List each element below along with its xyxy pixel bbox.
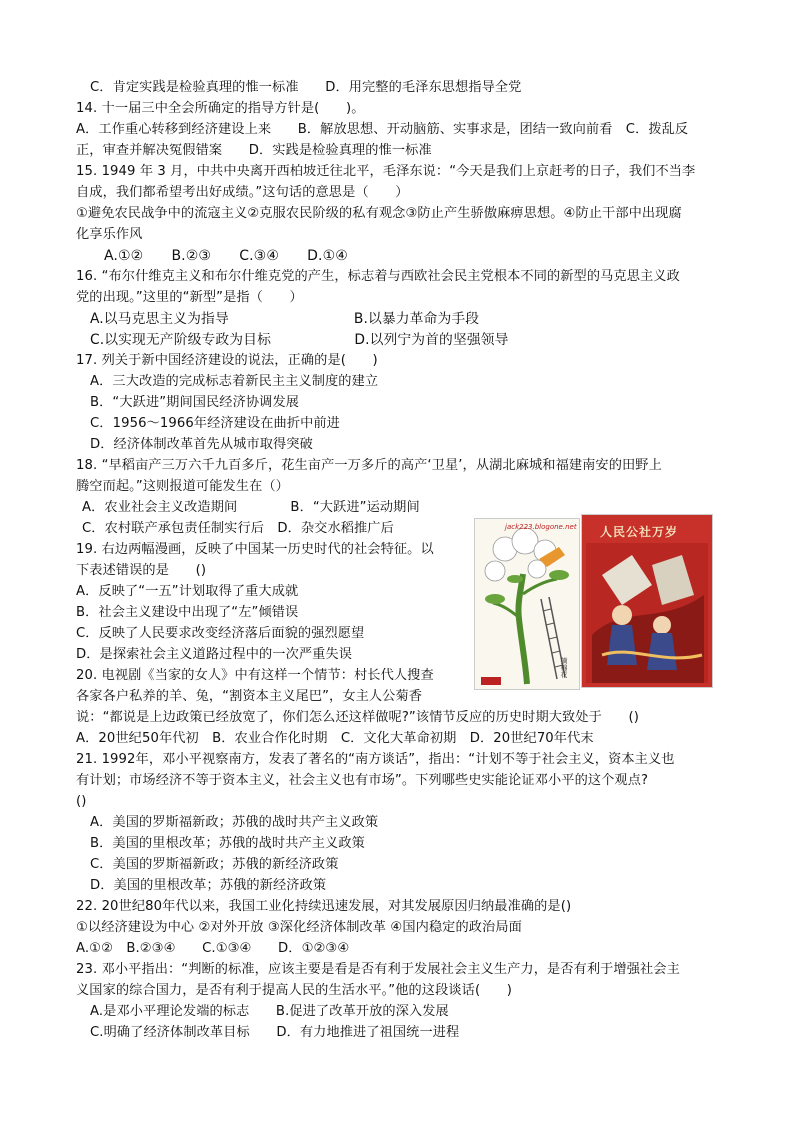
q15-items-line2: 化享乐作风 — [76, 227, 143, 242]
q21-option-d: D．美国的里根改革；苏俄的新经济政策 — [90, 878, 327, 893]
q17-stem: 17. 列关于新中国经济建设的说法，正确的是( ) — [76, 353, 378, 368]
q18-stem-line2: 腾空而起。”这则报道可能发生在（） — [76, 479, 289, 494]
q14-options-line1: A．工作重心转移到经济建设上来 B．解放思想、开动脑筋、实事求是，团结一致向前看 C．拨乱反 — [76, 122, 689, 137]
q17-option-d: D．经济体制改革首先从城市取得突破 — [90, 437, 313, 452]
q15-items-line1: ①避免农民战争中的流寇主义②克服农民阶级的私有观念③防止产生骄傲麻痹思想。④防止干部中出现腐 — [76, 206, 682, 221]
q16-stem-line2: 党的出现。”这里的“新型”是指（ ） — [76, 290, 303, 305]
q20-stem-line3: 说：“都说是上边政策已经放宽了，你们怎么还这样做呢?”该情节反应的历史时期大致处于 () — [76, 710, 639, 725]
q15-stem-line1: 15. 1949 年 3 月，中共中央离开西柏坡迁往北平，毛泽东说：“今天是我们上京赶考的日子，我们不当李 — [76, 164, 696, 179]
q17-option-a: A．三大改造的完成标志着新民主主义制度的建立 — [90, 374, 379, 389]
q18-stem-line1: 18. “早稻亩产三万六千九百多斤，花生亩产一万多斤的高产‘卫星’，从湖北麻城和福建南安的田野上 — [76, 458, 662, 473]
q19-option-a: A．反映了“一五”计划取得了重大成就 — [76, 584, 299, 599]
q20-options: A．20世纪50年代初 B．农业合作化时期 C．文化大革命初期 D．20世纪70年代末 — [76, 731, 594, 746]
poster-illustration — [582, 515, 712, 687]
poster-people-commune — [581, 514, 713, 688]
poster-title: 人民公社万岁 — [600, 525, 679, 539]
q21-option-b: B．美国的里根改革；苏俄的战时共产主义政策 — [90, 836, 365, 851]
q23-options-cd: C.明确了经济体制改革目标 D．有力地推进了祖国统一进程 — [90, 1025, 460, 1040]
q20-stem-line1: 20. 电视剧《当家的女人》中有这样一个情节：村长代人搜查 — [76, 668, 434, 683]
q19-stem-line2: 下表述错误的是 () — [76, 563, 207, 578]
q17-option-b: B．“大跃进”期间国民经济协调发展 — [90, 395, 300, 410]
q21-stem-line1: 21. 1992年，邓小平视察南方，发表了著名的“南方谈话”，指出：“计划不等于社会主义，资本主义也 — [76, 752, 675, 767]
cartoon-url-text: jack223.blogone.net — [505, 523, 577, 531]
q19-option-b: B．社会主义建设中出现了“左”倾错误 — [76, 605, 299, 620]
q21-stem-line2: 有计划；市场经济不等于资本主义，社会主义也有市场”。下列哪些史实能论证邓小平的这个观点? — [76, 773, 649, 788]
q21-option-c: C．美国的罗斯福新政；苏俄的新经济政策 — [90, 857, 339, 872]
q19-option-d: D．是探索社会主义道路过程中的一次严重失误 — [76, 647, 353, 662]
q18-options-ab: A．农业社会主义改造期间 B．“大跃进”运动期间 — [82, 500, 420, 515]
q23-stem-line1: 23. 邓小平指出：“判断的标准，应该主要是看是否有利于发展社会主义生产力，是否有利于增强社会主 — [76, 962, 680, 977]
q13-options-cd: C．肯定实践是检验真理的惟一标准 D．用完整的毛泽东思想指导全党 — [90, 80, 522, 95]
q16-stem-line1: 16. “布尔什维克主义和布尔什维克党的产生，标志着与西欧社会民主党根本不同的新型的马克思主义政 — [76, 269, 680, 284]
q23-options-ab: A.是邓小平理论发端的标志 B.促进了改革开放的深入发展 — [90, 1004, 449, 1019]
cartoon-caption: 摘棉花 — [560, 657, 568, 678]
q14-stem: 14. 十一届三中全会所确定的指导方针是( )。 — [76, 101, 365, 116]
q19-option-c: C．反映了人民要求改变经济落后面貌的强烈愿望 — [76, 626, 365, 641]
q22-options: A.①② B.②③④ C.①③④ D．①②③④ — [76, 941, 350, 956]
q21-option-a: A．美国的罗斯福新政；苏俄的战时共产主义政策 — [90, 815, 379, 830]
q22-stem: 22. 20世纪80年代以来，我国工业化持续迅速发展，对其发展原因归纳最准确的是() — [76, 899, 572, 914]
q19-stem-line1: 19. 右边两幅漫画，反映了中国某一历史时代的社会特征。以 — [76, 542, 434, 557]
q17-option-c: C．1956～1966年经济建设在曲折中前进 — [90, 416, 340, 431]
q15-options: A.①② B.②③ C.③④ D.①④ — [104, 248, 348, 264]
q15-stem-line2: 自成，我们都希望考出好成绩。”这句话的意思是（ ） — [76, 185, 409, 200]
q16-options-ab: A.以马克思主义为指导 B.以暴力革命为手段 — [90, 311, 480, 327]
q20-stem-line2: 各家各户私养的羊、兔，“割资本主义尾巴”，女主人公菊香 — [76, 689, 423, 704]
q23-stem-line2: 义国家的综合国力，是否有利于提高人民的生活水平。”他的这段谈话( ) — [76, 983, 513, 998]
q14-options-line2: 正，审查并解决冤假错案 D．实践是检验真理的惟一标准 — [76, 143, 432, 158]
q16-options-cd: C.以实现无产阶级专政为目标 D.以列宁为首的坚强领导 — [90, 332, 509, 348]
q18-options-cd: C．农村联产承包责任制实行后 D．杂交水稻推广后 — [82, 521, 394, 536]
q22-items: ①以经济建设为中心 ②对外开放 ③深化经济体制改革 ④国内稳定的政治局面 — [76, 920, 522, 935]
cartoon-cotton-picking — [474, 518, 580, 690]
q21-stem-line3: () — [76, 794, 87, 809]
